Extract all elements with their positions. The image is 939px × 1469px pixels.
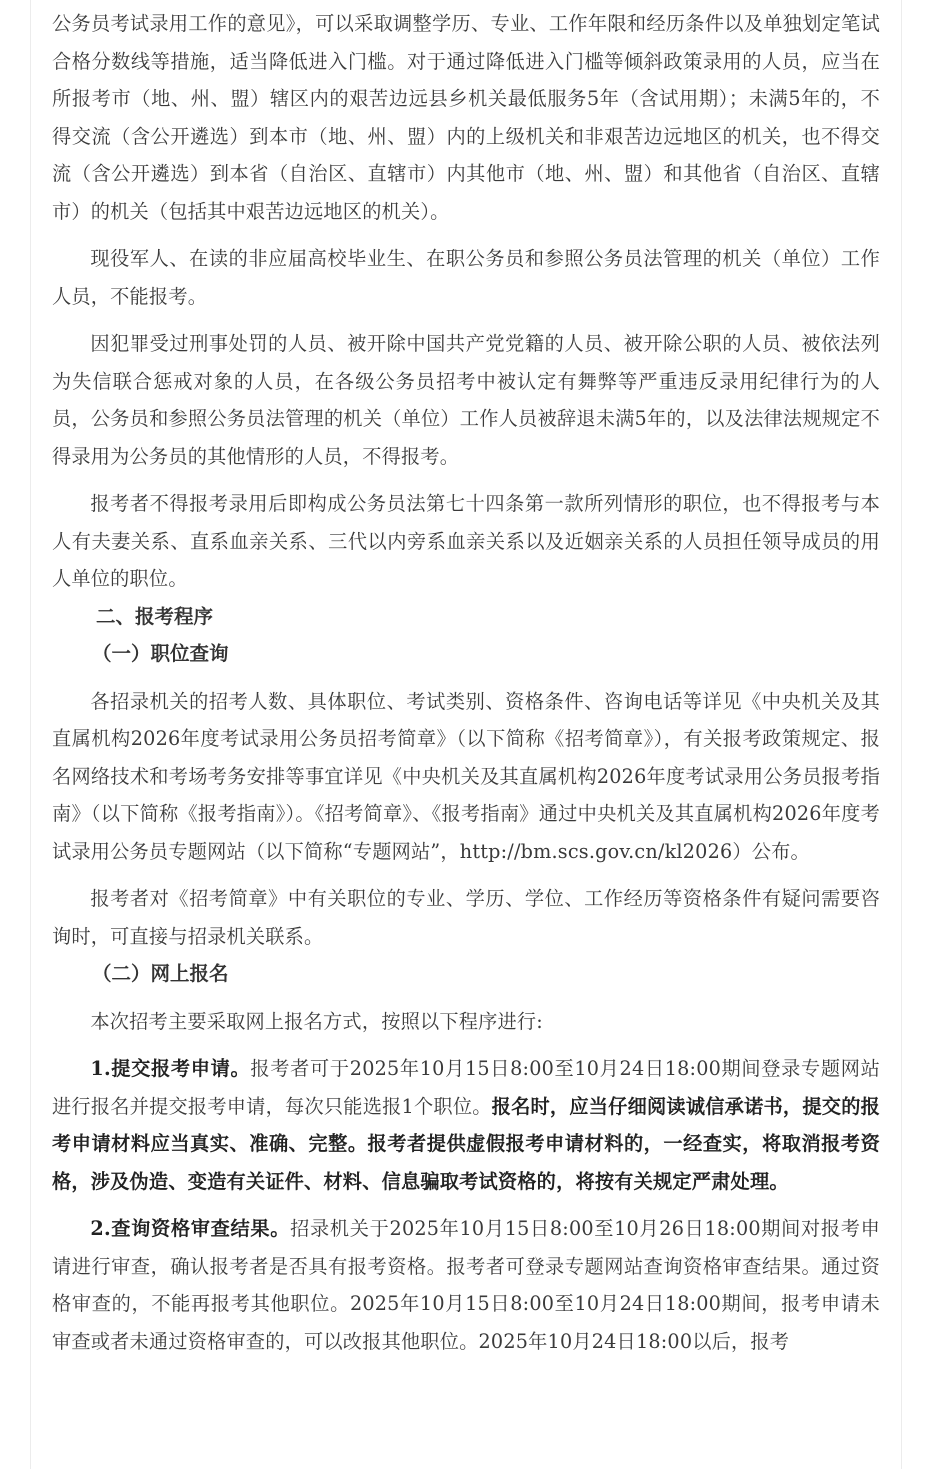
subsection-heading-position-query: （一）职位查询 bbox=[92, 642, 229, 665]
paragraph-step1-submit-application bbox=[52, 1050, 880, 1200]
section-heading-application-procedure: 二、报考程序 bbox=[96, 604, 214, 628]
subsection-heading-online-registration: （二）网上报名 bbox=[92, 962, 229, 985]
paragraph-registration-intro: 本次招考主要采取网上报名方式，按照以下程序进行: bbox=[90, 1009, 543, 1033]
article-body bbox=[52, 0, 880, 1360]
page-border-right bbox=[901, 0, 902, 1469]
paragraph-position-query: 各招录机关的招考人数、具体职位、考试类别、资格条件、咨询电话等详见《中央机关及其直属机构2026年度考试录用公务员招考简章》（以下简称《招考简章》），有关报考政策规定、报名网络技术和考场考务安排等事宜详见《中央机关及其直属机构2026年度考试录用公务员报考指南》（以下简称《报考指南》）。《招考简章》、《报考指南》通过中央机关及其直属机构2026年度考试录用公务员专题网站（以下简称“专题网站”，http://bm.scs.gov.cn/kl2026）公布。 bbox=[52, 689, 880, 863]
step2-text: 招录机关于2025年10月15日8:00至10月26日18:00期间对报考申请进行审查，确认报考者是否具有报考资格。报考者可登录专题网站查询资格审查结果。通过资格审查的，不能再报考其他职位。2025年10月15日8:00至10月24日18:00期间，报考申请未审查或者未通过资格审查的，可以改报其他职位。2025年10月24日18:00以后，报考 bbox=[52, 1217, 880, 1353]
step1-title: 1.提交报考申请。 bbox=[90, 1057, 251, 1080]
paragraph-ineligible-active-duty: 现役军人、在读的非应届高校毕业生、在职公务员和参照公务员法管理的机关（单位）工作人员，不能报考。 bbox=[52, 247, 880, 308]
step1-integrity-warning: 报名时，应当仔细阅读诚信承诺书，提交的报考申请材料应当真实、准确、完整。报考者提供虚假报考申请材料的，一经查实，将取消报考资格，涉及伪造、变造有关证件、材料、信息骗取考试资格的，将按有关规定严肃处理。 bbox=[52, 1094, 880, 1193]
paragraph-avoidance-rule: 报考者不得报考录用后即构成公务员法第七十四条第一款所列情形的职位，也不得报考与本人有夫妻关系、直系血亲关系、三代以内旁系血亲关系以及近姻亲关系的人员担任领导成员的用人单位的职位。 bbox=[52, 492, 880, 590]
page-border-left bbox=[30, 0, 31, 1469]
step2-title: 2.查询资格审查结果。 bbox=[90, 1217, 291, 1240]
paragraph-ineligible-criminal: 因犯罪受过刑事处罚的人员、被开除中国共产党党籍的人员、被开除公职的人员、被依法列为失信联合惩戒对象的人员，在各级公务员招考中被认定有舞弊等严重违反录用纪律行为的人员，公务员和参照公务员法管理的机关（单位）工作人员被辞退未满5年的，以及法律法规规定不得录用为公务员的其他情形的人员，不得报考。 bbox=[52, 332, 880, 468]
paragraph-consult-recruiter: 报考者对《招考简章》中有关职位的专业、学历、学位、工作经历等资格条件有疑问需要咨询时，可直接与招录机关联系。 bbox=[52, 887, 880, 948]
step1-text: 报考者可于2025年10月15日8:00至10月24日18:00期间登录专题网站进行报名并提交报考申请，每次只能选报1个职位。 bbox=[52, 1057, 880, 1118]
paragraph-eligibility-policy: 公务员考试录用工作的意见》，可以采取调整学历、专业、工作年限和经历条件以及单独划定笔试合格分数线等措施，适当降低进入门槛。对于通过降低进入门槛等倾斜政策录用的人员，应当在所报考市（地、州、盟）辖区内的艰苦边远县乡机关最低服务5年（含试用期）；未满5年的，不得交流（含公开遴选）到本市（地、州、盟）内的上级机关和非艰苦边远地区的机关，也不得交流（含公开遴选）到本省（自治区、直辖市）内其他市（地、州、盟）和其他省（自治区、直辖市）的机关（包括其中艰苦边远地区的机关）。 bbox=[52, 12, 880, 223]
paragraph-step2-review-results bbox=[52, 1210, 880, 1360]
